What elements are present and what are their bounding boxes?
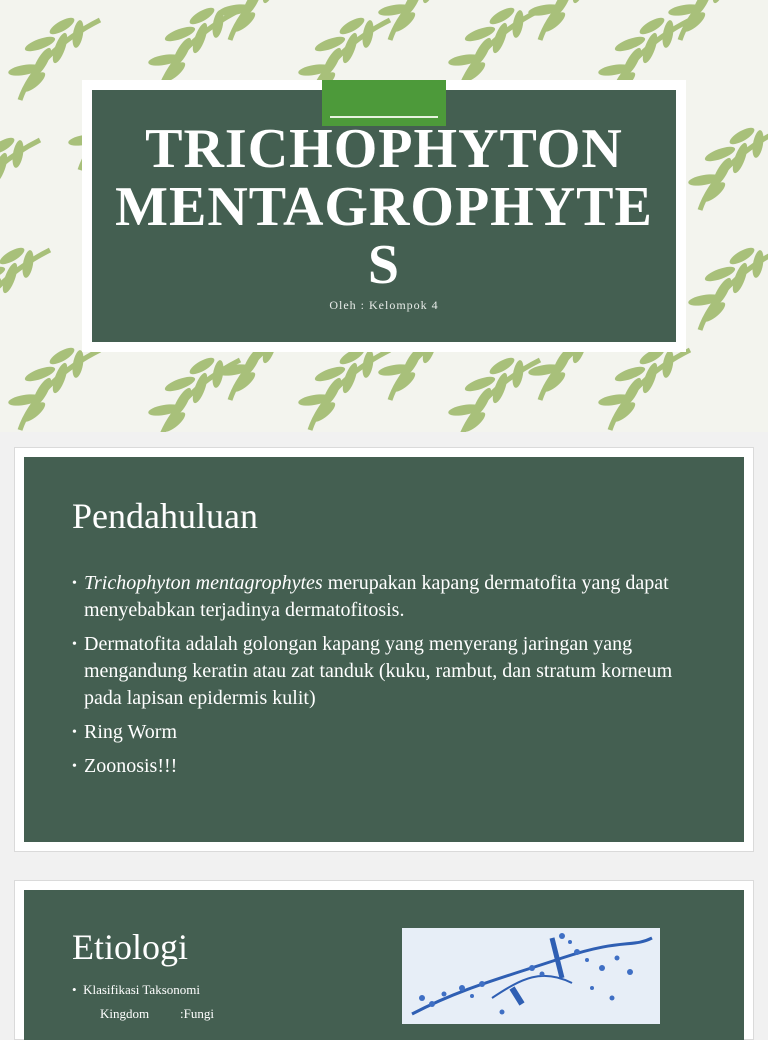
- title-line-1: TRICHOPHYTON: [145, 118, 623, 180]
- title-line-3: S: [367, 234, 401, 296]
- bullet-dot: •: [72, 637, 77, 652]
- taxonomy-key: Kingdom: [100, 1006, 150, 1021]
- fungus-hyphae-illustration: [402, 928, 660, 1024]
- bullet-dot: •: [72, 759, 77, 774]
- bullet-text: Dermatofita adalah golongan kapang yang menyerang jaringan yang mengandung keratin atau zat tanduk (kuku, rambut, dan stratum korneum pada lapisan epidermis kulit): [84, 633, 673, 709]
- bullet-dot: •: [72, 725, 77, 740]
- bullet-item: [72, 753, 712, 780]
- classification-bullet: [72, 982, 200, 998]
- bullet-italic-term: Trichophyton mentagrophytes: [84, 572, 323, 594]
- bullet-dot: •: [72, 576, 77, 591]
- bullet-text: merupakan kapang dermatofita yang dapat menyebabkan terjadinya dermatofitosis.: [84, 572, 669, 621]
- introduction-slide[interactable]: [0, 447, 768, 852]
- bullet-item: [72, 570, 712, 624]
- bullet-item: [72, 719, 712, 746]
- bullet-dot: •: [72, 982, 77, 997]
- classification-label: Klasifikasi Taksonomi: [83, 982, 200, 997]
- bullet-list: [72, 570, 712, 787]
- slide-heading: Pendahuluan: [72, 496, 258, 536]
- bullet-text: Zoonosis!!!: [84, 755, 178, 777]
- title-line-2: MENTAGROPHYTE: [115, 176, 653, 238]
- title-slide[interactable]: [0, 0, 768, 432]
- microscope-image: [402, 928, 660, 1024]
- taxonomy-row: [100, 1006, 214, 1022]
- slide-title: [92, 120, 676, 294]
- bullet-text: Ring Worm: [84, 721, 178, 743]
- bullet-item: [72, 631, 712, 712]
- slide-heading: Etiologi: [72, 927, 188, 967]
- slide-subtitle: Oleh : Kelompok 4: [329, 298, 439, 312]
- taxonomy-value: :Fungi: [180, 1006, 214, 1021]
